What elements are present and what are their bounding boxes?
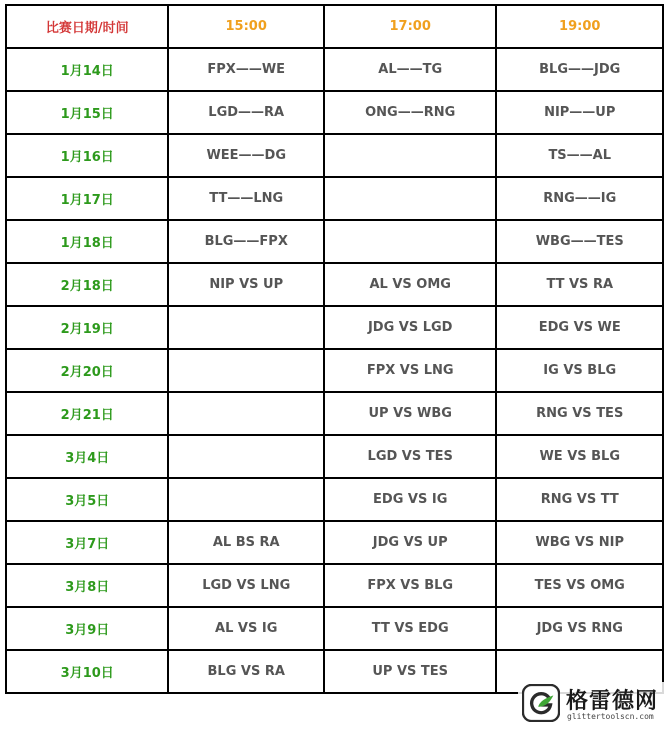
match-cell-1900: IG VS BLG	[496, 349, 663, 392]
match-cell-1900: RNG VS TT	[496, 478, 663, 521]
match-cell-1700: TT VS EDG	[324, 607, 497, 650]
table-row	[6, 521, 663, 564]
match-cell-1700	[324, 134, 497, 177]
header-row	[6, 5, 663, 48]
match-cell-1900: NIP——UP	[496, 91, 663, 134]
match-cell-1500: LGD——RA	[168, 91, 323, 134]
match-date: 1月14日	[6, 48, 168, 91]
match-cell-1900: BLG——JDG	[496, 48, 663, 91]
match-cell-1500	[168, 392, 323, 435]
header-date-time: 比赛日期/时间	[6, 5, 168, 48]
match-cell-1500	[168, 306, 323, 349]
match-cell-1900: JDG VS RNG	[496, 607, 663, 650]
match-cell-1900: RNG VS TES	[496, 392, 663, 435]
match-date: 2月18日	[6, 263, 168, 306]
match-cell-1500: WEE——DG	[168, 134, 323, 177]
watermark-title: 格雷德网	[566, 689, 659, 714]
table-row	[6, 91, 663, 134]
match-date: 3月4日	[6, 435, 168, 478]
table-row	[6, 306, 663, 349]
match-date: 3月8日	[6, 564, 168, 607]
table-row	[6, 177, 663, 220]
table-row	[6, 220, 663, 263]
match-cell-1700: JDG VS UP	[324, 521, 497, 564]
table-row	[6, 263, 663, 306]
match-date: 3月7日	[6, 521, 168, 564]
header-slot-1700: 17:00	[324, 5, 497, 48]
match-cell-1900: RNG——IG	[496, 177, 663, 220]
match-date: 2月20日	[6, 349, 168, 392]
match-cell-1500	[168, 435, 323, 478]
match-cell-1700: FPX VS LNG	[324, 349, 497, 392]
match-cell-1500: LGD VS LNG	[168, 564, 323, 607]
match-cell-1500: TT——LNG	[168, 177, 323, 220]
match-cell-1700: AL VS OMG	[324, 263, 497, 306]
g-leaf-logo-icon	[522, 684, 560, 722]
match-cell-1700	[324, 220, 497, 263]
match-cell-1900: WBG——TES	[496, 220, 663, 263]
header-slot-1500: 15:00	[168, 5, 323, 48]
match-cell-1900: TS——AL	[496, 134, 663, 177]
match-cell-1700	[324, 177, 497, 220]
match-date: 1月16日	[6, 134, 168, 177]
match-cell-1700: UP VS WBG	[324, 392, 497, 435]
match-cell-1500: BLG——FPX	[168, 220, 323, 263]
table-row	[6, 48, 663, 91]
match-schedule-table	[5, 4, 664, 694]
match-cell-1700: ONG——RNG	[324, 91, 497, 134]
match-cell-1500: FPX——WE	[168, 48, 323, 91]
match-date: 2月21日	[6, 392, 168, 435]
match-date: 1月18日	[6, 220, 168, 263]
table-row	[6, 392, 663, 435]
table-row	[6, 349, 663, 392]
match-cell-1500: AL BS RA	[168, 521, 323, 564]
watermark-url: glittertoolscn.com	[567, 712, 654, 721]
match-date: 3月10日	[6, 650, 168, 693]
match-cell-1900: WE VS BLG	[496, 435, 663, 478]
site-watermark	[518, 682, 668, 726]
match-cell-1900: WBG VS NIP	[496, 521, 663, 564]
match-date: 1月15日	[6, 91, 168, 134]
match-cell-1900: TES VS OMG	[496, 564, 663, 607]
match-cell-1700: FPX VS BLG	[324, 564, 497, 607]
match-cell-1500: AL VS IG	[168, 607, 323, 650]
table-row	[6, 478, 663, 521]
match-cell-1700: JDG VS LGD	[324, 306, 497, 349]
match-cell-1500	[168, 349, 323, 392]
match-cell-1700: EDG VS IG	[324, 478, 497, 521]
header-slot-1900: 19:00	[496, 5, 663, 48]
match-cell-1500: BLG VS RA	[168, 650, 323, 693]
match-cell-1500: NIP VS UP	[168, 263, 323, 306]
match-cell-1700: AL——TG	[324, 48, 497, 91]
table-row	[6, 134, 663, 177]
match-cell-1900: TT VS RA	[496, 263, 663, 306]
table-row	[6, 435, 663, 478]
match-date: 3月9日	[6, 607, 168, 650]
match-cell-1500	[168, 478, 323, 521]
match-cell-1700: UP VS TES	[324, 650, 497, 693]
match-date: 1月17日	[6, 177, 168, 220]
match-date: 3月5日	[6, 478, 168, 521]
match-cell-1900: EDG VS WE	[496, 306, 663, 349]
table-row	[6, 564, 663, 607]
match-cell-1700: LGD VS TES	[324, 435, 497, 478]
match-date: 2月19日	[6, 306, 168, 349]
table-row	[6, 607, 663, 650]
